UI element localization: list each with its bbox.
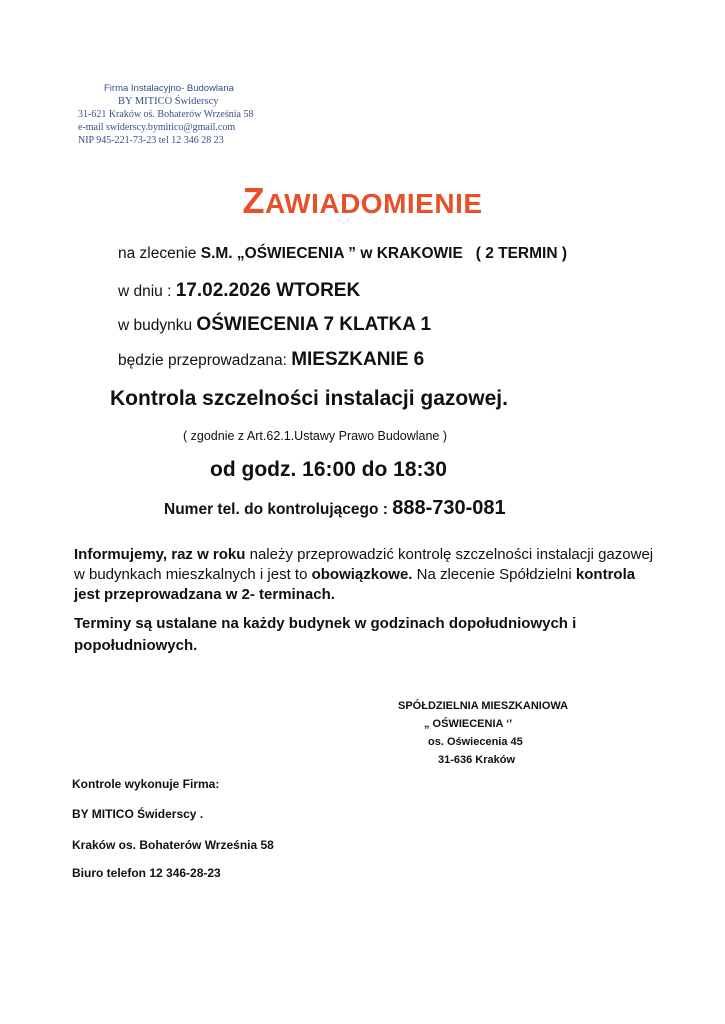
building-value: OŚWIECENIA 7 KLATKA 1 [196, 314, 432, 335]
building-line [118, 314, 431, 336]
coop-line-4: 31-636 Kraków [438, 754, 516, 766]
terms-paragraph: Terminy są ustalane na każdy budynek w godzinach dopołudniowych i popołudniowych. [74, 615, 577, 654]
stamp-line-4: e-mail swiderscy.bymitico@gmail.com [78, 122, 236, 133]
date-value: 17.02.2026 WTOREK [175, 280, 361, 301]
contact-label: Numer tel. do kontrolującego : [164, 501, 393, 518]
title-rest: AWIADOMIENIE [264, 188, 483, 219]
info-e: kontrola jest przeprowadzana w 2- terminach. [74, 566, 636, 603]
flat-line [118, 349, 424, 371]
coop-line-2: „ OŚWIECENIA ‘’ [424, 718, 513, 730]
page-title [0, 180, 725, 222]
subject-heading: Kontrola szczelności instalacji gazowej. [110, 387, 508, 410]
stamp-line-5: NIP 945-221-73-23 tel 12 346 28 23 [78, 135, 224, 146]
date-line [118, 280, 360, 302]
legal-note: ( zgodnie z Art.62.1.Ustawy Prawo Budowlane ) [183, 429, 448, 443]
coop-line-3: os. Oświecenia 45 [428, 736, 523, 748]
contact-phone: 888-730-081 [392, 497, 506, 519]
info-b: należy przeprowadzić kontrolę szczelności instalacji gazowej w budynkach mieszkalnych i jest to [74, 546, 654, 583]
contact-line [164, 497, 506, 520]
building-prefix: w budynku [118, 317, 197, 334]
hours-line: od godz. 16:00 do 18:30 [210, 458, 447, 481]
date-prefix: w dniu : [118, 283, 176, 300]
firm-line-1: Kontrole wykonuje Firma: [72, 777, 220, 791]
info-d: Na zlecenie Spółdzielni [412, 566, 576, 583]
flat-prefix: będzie przeprowadzana: [118, 352, 292, 369]
order-term: ( 2 TERMIN ) [475, 245, 568, 262]
flat-value: MIESZKANIE 6 [291, 349, 425, 370]
order-client: S.M. „OŚWIECENIA ” w KRAKOWIE [200, 245, 463, 262]
order-line [118, 245, 567, 263]
info-a: Informujemy, raz w roku [74, 546, 246, 563]
stamp-line-2: BY MITICO Świderscy [118, 96, 219, 107]
company-stamp [78, 82, 253, 147]
cooperative-address [398, 697, 568, 769]
info-c: obowiązkowe. [311, 566, 413, 583]
firm-line-2: BY MITICO Świderscy . [72, 807, 204, 821]
coop-line-1: SPÓŁDZIELNIA MIESZKANIOWA [398, 700, 569, 712]
title-initial: Z [242, 180, 265, 221]
firm-line-4: Biuro telefon 12 346-28-23 [72, 866, 221, 880]
stamp-line-1: Firma Instalacyjno- Budowlana [104, 83, 234, 94]
order-prefix: na zlecenie [118, 245, 201, 262]
stamp-line-3: 31-621 Kraków oś. Bohaterów Września 58 [78, 109, 254, 120]
info-paragraph [74, 545, 654, 605]
firm-line-3: Kraków os. Bohaterów Września 58 [72, 838, 274, 852]
